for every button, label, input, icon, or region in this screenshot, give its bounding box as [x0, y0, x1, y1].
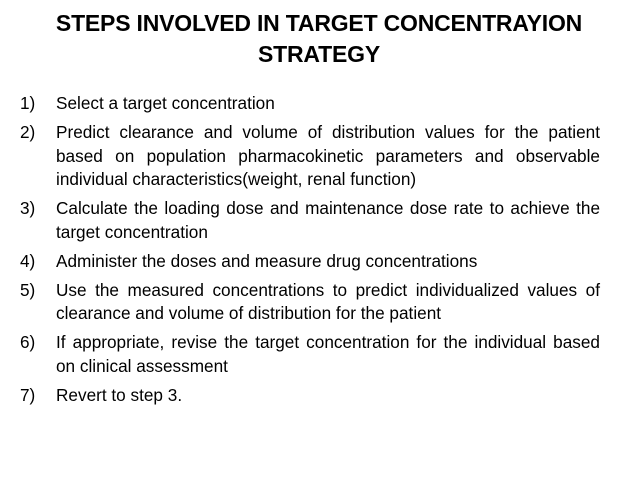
step-text: Revert to step 3. — [56, 384, 183, 405]
step-item — [20, 384, 600, 408]
step-text: Administer the doses and measure drug concentrations — [56, 250, 478, 271]
step-text: If appropriate, revise the target concentration for the individual based on clinical assessment — [56, 332, 600, 376]
step-item — [20, 250, 600, 274]
step-number: 6) — [20, 332, 36, 352]
step-text: Use the measured concentrations to predict individualized values of clearance and volume of distribution for the patient — [56, 279, 600, 323]
step-number: 1) — [20, 93, 36, 113]
step-text: Predict clearance and volume of distribution values for the patient based on population pharmacokinetic parameters and observable individual characteristics(weight, renal function) — [56, 122, 600, 189]
step-number: 4) — [20, 250, 36, 271]
step-item — [20, 331, 600, 378]
steps-list — [20, 92, 600, 407]
step-number: 2) — [20, 122, 36, 142]
step-item — [20, 279, 600, 326]
step-number: 7) — [20, 384, 36, 405]
slide-title: STEPS INVOLVED IN TARGET CONCENTRAYION STRATEGY — [55, 10, 583, 67]
step-number: 5) — [20, 279, 36, 300]
step-item — [20, 197, 600, 244]
step-item — [20, 121, 600, 192]
step-text: Calculate the loading dose and maintenance dose rate to achieve the target concentration — [56, 198, 600, 242]
step-item — [20, 92, 600, 116]
step-text: Select a target concentration — [56, 93, 275, 113]
step-number: 3) — [20, 198, 36, 218]
